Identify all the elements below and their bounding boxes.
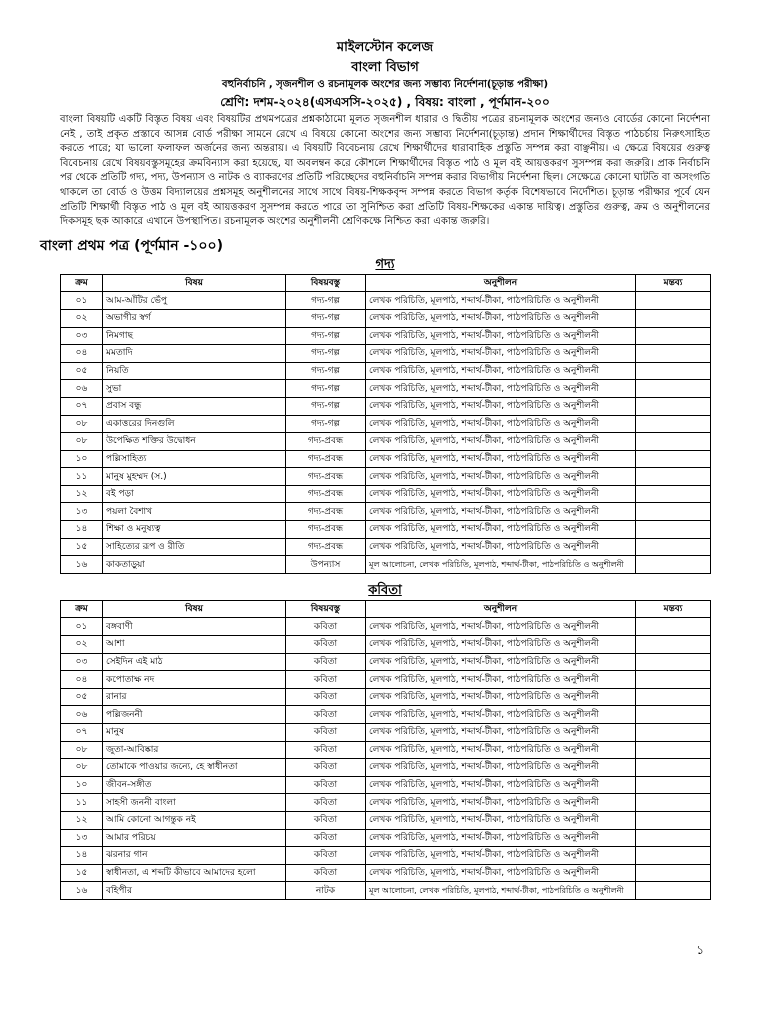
cell-content: গদ্য-গল্প <box>286 380 366 398</box>
cell-remarks <box>636 882 711 900</box>
cell-topic: মমতাদি <box>103 345 286 363</box>
cell-remarks <box>636 415 711 433</box>
table-row <box>61 521 711 539</box>
table-row <box>61 864 711 882</box>
table-row <box>61 362 711 380</box>
cell-serial: ০৮ <box>61 433 103 451</box>
cell-serial: ০৩ <box>61 327 103 345</box>
cell-serial: ০৬ <box>61 706 103 724</box>
cell-practice: লেখক পরিচিতি, মূলপাঠ, শব্দার্থ-টীকা, পাঠপরিচিতি ও অনুশীলনী <box>366 811 636 829</box>
cell-practice: লেখক পরিচিতি, মূলপাঠ, শব্দার্থ-টীকা, পাঠপরিচিতি ও অনুশীলনী <box>366 653 636 671</box>
cell-topic: একাত্তরের দিনগুলি <box>103 415 286 433</box>
cell-content: কবিতা <box>286 794 366 812</box>
cell-practice: লেখক পরিচিতি, মূলপাঠ, শব্দার্থ-টীকা, পাঠপরিচিতি ও অনুশীলনী <box>366 671 636 689</box>
table-row <box>61 327 711 345</box>
cell-practice: লেখক পরিচিতি, মূলপাঠ, শব্দার্থ-টীকা, পাঠপরিচিতি ও অনুশীলনী <box>366 829 636 847</box>
cell-content: কবিতা <box>286 759 366 777</box>
cell-serial: ১৬ <box>61 882 103 900</box>
cell-content: গদ্য-প্রবন্ধ <box>286 521 366 539</box>
cell-serial: ১০ <box>61 450 103 468</box>
cell-remarks <box>636 468 711 486</box>
cell-serial: ১৩ <box>61 503 103 521</box>
cell-remarks <box>636 362 711 380</box>
table-row <box>61 706 711 724</box>
cell-practice: লেখক পরিচিতি, মূলপাঠ, শব্দার্থ-টীকা, পাঠপরিচিতি ও অনুশীলনী <box>366 521 636 539</box>
cell-practice: লেখক পরিচিতি, মূলপাঠ, শব্দার্থ-টীকা, পাঠপরিচিতি ও অনুশীলনী <box>366 468 636 486</box>
poetry-section-title: কবিতা <box>368 582 402 598</box>
cell-topic: সেইদিন এই মাঠ <box>103 653 286 671</box>
cell-practice: লেখক পরিচিতি, মূলপাঠ, শব্দার্থ-টীকা, পাঠপরিচিতি ও অনুশীলনী <box>366 864 636 882</box>
cell-practice: লেখক পরিচিতি, মূলপাঠ, শব্দার্থ-টীকা, পাঠপরিচিতি ও অনুশীলনী <box>366 309 636 327</box>
cell-remarks <box>636 811 711 829</box>
cell-serial: ০১ <box>61 292 103 310</box>
cell-practice: মূল আলোচনা, লেখক পরিচিতি, মূলপাঠ, শব্দার্থ-টীকা, পাঠপরিচিতি ও অনুশীলনী <box>366 556 636 574</box>
table-row <box>61 688 711 706</box>
cell-content: কবিতা <box>286 653 366 671</box>
table-row <box>61 415 711 433</box>
cell-remarks <box>636 380 711 398</box>
cell-practice: লেখক পরিচিতি, মূলপাঠ, শব্দার্থ-টীকা, পাঠপরিচিতি ও অনুশীলনী <box>366 415 636 433</box>
cell-content: গদ্য-গল্প <box>286 327 366 345</box>
cell-remarks <box>636 521 711 539</box>
cell-remarks <box>636 503 711 521</box>
cell-topic: তোমাকে পাওয়ার জন্যে, হে স্বাধীনতা <box>103 759 286 777</box>
table-row <box>61 724 711 742</box>
poetry-table <box>60 600 711 900</box>
cell-practice: লেখক পরিচিতি, মূলপাঠ, শব্দার্থ-টীকা, পাঠপরিচিতি ও অনুশীলনী <box>366 362 636 380</box>
table-row <box>61 794 711 812</box>
page-number: ১ <box>696 943 704 957</box>
cell-content: কবিতা <box>286 776 366 794</box>
col-serial: ক্রম <box>61 274 103 292</box>
table-header-row <box>61 274 711 292</box>
cell-topic: কাকতাড়ুয়া <box>103 556 286 574</box>
cell-remarks <box>636 345 711 363</box>
cell-serial: ১৫ <box>61 864 103 882</box>
cell-content: গদ্য-প্রবন্ধ <box>286 450 366 468</box>
table-row <box>61 741 711 759</box>
table-row <box>61 671 711 689</box>
cell-content: গদ্য-গল্প <box>286 415 366 433</box>
cell-serial: ১৪ <box>61 847 103 865</box>
department-name: বাংলা বিভাগ <box>351 60 419 75</box>
cell-serial: ১২ <box>61 811 103 829</box>
cell-topic: বঙ্গবাণী <box>103 618 286 636</box>
cell-serial: ০৭ <box>61 724 103 742</box>
cell-remarks <box>636 741 711 759</box>
cell-content: গদ্য-প্রবন্ধ <box>286 538 366 556</box>
table-row <box>61 847 711 865</box>
cell-topic: মানুষ <box>103 724 286 742</box>
cell-serial: ০১ <box>61 618 103 636</box>
table-row <box>61 345 711 363</box>
cell-remarks <box>636 538 711 556</box>
cell-topic: আমার পরিচয় <box>103 829 286 847</box>
cell-remarks <box>636 433 711 451</box>
cell-serial: ০২ <box>61 309 103 327</box>
table-row <box>61 538 711 556</box>
cell-serial: ০৮ <box>61 759 103 777</box>
table-row <box>61 618 711 636</box>
table-row <box>61 882 711 900</box>
cell-serial: ১৩ <box>61 829 103 847</box>
cell-serial: ১০ <box>61 776 103 794</box>
cell-content: গদ্য-গল্প <box>286 292 366 310</box>
cell-serial: ১১ <box>61 794 103 812</box>
cell-practice: লেখক পরিচিতি, মূলপাঠ, শব্দার্থ-টীকা, পাঠপরিচিতি ও অনুশীলনী <box>366 433 636 451</box>
cell-remarks <box>636 671 711 689</box>
cell-topic: পয়লা বৈশাখ <box>103 503 286 521</box>
cell-practice: লেখক পরিচিতি, মূলপাঠ, শব্দার্থ-টীকা, পাঠপরিচিতি ও অনুশীলনী <box>366 706 636 724</box>
cell-topic: নিমগাছ <box>103 327 286 345</box>
cell-practice: লেখক পরিচিতি, মূলপাঠ, শব্দার্থ-টীকা, পাঠপরিচিতি ও অনুশীলনী <box>366 618 636 636</box>
cell-content: কবিতা <box>286 847 366 865</box>
cell-topic: স্বাধীনতা, এ শব্দটি কীভাবে আমাদের হলো <box>103 864 286 882</box>
cell-serial: ১৫ <box>61 538 103 556</box>
cell-serial: ০৬ <box>61 380 103 398</box>
cell-remarks <box>636 759 711 777</box>
cell-topic: পল্লিজননী <box>103 706 286 724</box>
table-row <box>61 380 711 398</box>
cell-serial: ০৩ <box>61 653 103 671</box>
cell-practice: লেখক পরিচিতি, মূলপাঠ, শব্দার্থ-টীকা, পাঠপরিচিতি ও অনুশীলনী <box>366 503 636 521</box>
cell-content: কবিতা <box>286 741 366 759</box>
cell-serial: ০৫ <box>61 688 103 706</box>
college-name: মাইলস্টোন কলেজ <box>336 40 434 55</box>
cell-practice: লেখক পরিচিতি, মূলপাঠ, শব্দার্থ-টীকা, পাঠপরিচিতি ও অনুশীলনী <box>366 485 636 503</box>
cell-serial: ১৪ <box>61 521 103 539</box>
cell-content: কবিতা <box>286 688 366 706</box>
cell-remarks <box>636 556 711 574</box>
cell-content: গদ্য-গল্প <box>286 309 366 327</box>
cell-content: উপন্যাস <box>286 556 366 574</box>
table-row <box>61 829 711 847</box>
cell-remarks <box>636 847 711 865</box>
cell-topic: উপেক্ষিত শক্তির উদ্বোধন <box>103 433 286 451</box>
table-row <box>61 397 711 415</box>
cell-content: কবিতা <box>286 864 366 882</box>
table-row <box>61 759 711 777</box>
cell-practice: লেখক পরিচিতি, মূলপাঠ, শব্দার্থ-টীকা, পাঠপরিচিতি ও অনুশীলনী <box>366 345 636 363</box>
cell-practice: লেখক পরিচিতি, মূলপাঠ, শব্দার্থ-টীকা, পাঠপরিচিতি ও অনুশীলনী <box>366 847 636 865</box>
cell-serial: ০২ <box>61 636 103 654</box>
cell-content: কবিতা <box>286 811 366 829</box>
col-content: বিষয়বস্তু <box>286 600 366 618</box>
document-page <box>40 38 710 900</box>
col-topic: বিষয় <box>103 274 286 292</box>
paper-title: বাংলা প্রথম পত্র (পূর্ণমান -১০০) <box>40 237 224 254</box>
cell-practice: লেখক পরিচিতি, মূলপাঠ, শব্দার্থ-টীকা, পাঠপরিচিতি ও অনুশীলনী <box>366 538 636 556</box>
table-header-row <box>61 600 711 618</box>
cell-remarks <box>636 309 711 327</box>
cell-serial: ০৫ <box>61 362 103 380</box>
table-row <box>61 556 711 574</box>
cell-content: কবিতা <box>286 724 366 742</box>
cell-content: গদ্য-প্রবন্ধ <box>286 468 366 486</box>
cell-remarks <box>636 653 711 671</box>
cell-serial: ১১ <box>61 468 103 486</box>
cell-practice: লেখক পরিচিতি, মূলপাঠ, শব্দার্থ-টীকা, পাঠপরিচিতি ও অনুশীলনী <box>366 794 636 812</box>
cell-content: কবিতা <box>286 829 366 847</box>
cell-serial: ০৭ <box>61 397 103 415</box>
cell-practice: লেখক পরিচিতি, মূলপাঠ, শব্দার্থ-টীকা, পাঠপরিচিতি ও অনুশীলনী <box>366 292 636 310</box>
col-serial: ক্রম <box>61 600 103 618</box>
cell-topic: শিক্ষা ও মনুষ্যত্ব <box>103 521 286 539</box>
cell-content: গদ্য-গল্প <box>286 362 366 380</box>
cell-remarks <box>636 776 711 794</box>
table-row <box>61 309 711 327</box>
cell-content: কবিতা <box>286 671 366 689</box>
cell-remarks <box>636 327 711 345</box>
col-practice: অনুশীলন <box>366 274 636 292</box>
cell-content: কবিতা <box>286 636 366 654</box>
cell-remarks <box>636 397 711 415</box>
prose-table-body <box>61 292 711 574</box>
cell-topic: সাহসী জননী বাংলা <box>103 794 286 812</box>
cell-content: গদ্য-গল্প <box>286 345 366 363</box>
cell-remarks <box>636 636 711 654</box>
cell-remarks <box>636 864 711 882</box>
cell-serial: ০৮ <box>61 415 103 433</box>
cell-topic: জুতা-আবিষ্কার <box>103 741 286 759</box>
cell-serial: ০৪ <box>61 671 103 689</box>
cell-practice: লেখক পরিচিতি, মূলপাঠ, শব্দার্থ-টীকা, পাঠপরিচিতি ও অনুশীলনী <box>366 450 636 468</box>
cell-topic: রানার <box>103 688 286 706</box>
cell-remarks <box>636 829 711 847</box>
cell-remarks <box>636 794 711 812</box>
cell-topic: আম-আঁটির ভেঁপু <box>103 292 286 310</box>
table-row <box>61 636 711 654</box>
table-row <box>61 292 711 310</box>
cell-remarks <box>636 450 711 468</box>
cell-practice: লেখক পরিচিতি, মূলপাঠ, শব্দার্থ-টীকা, পাঠপরিচিতি ও অনুশীলনী <box>366 759 636 777</box>
col-topic: বিষয় <box>103 600 286 618</box>
cell-topic: বই পড়া <box>103 485 286 503</box>
cell-remarks <box>636 292 711 310</box>
cell-practice: লেখক পরিচিতি, মূলপাঠ, শব্দার্থ-টীকা, পাঠপরিচিতি ও অনুশীলনী <box>366 741 636 759</box>
table-row <box>61 653 711 671</box>
cell-remarks <box>636 724 711 742</box>
table-row <box>61 433 711 451</box>
cell-practice: লেখক পরিচিতি, মূলপাঠ, শব্দার্থ-টীকা, পাঠপরিচিতি ও অনুশীলনী <box>366 724 636 742</box>
prose-section-title: গদ্য <box>375 256 395 272</box>
table-row <box>61 503 711 521</box>
cell-serial: ১৬ <box>61 556 103 574</box>
table-row <box>61 468 711 486</box>
cell-practice: মূল আলোচনা, লেখক পরিচিতি, মূলপাঠ, শব্দার্থ-টীকা, পাঠপরিচিতি ও অনুশীলনী <box>366 882 636 900</box>
cell-content: গদ্য-প্রবন্ধ <box>286 433 366 451</box>
cell-practice: লেখক পরিচিতি, মূলপাঠ, শব্দার্থ-টীকা, পাঠপরিচিতি ও অনুশীলনী <box>366 688 636 706</box>
cell-topic: সুভা <box>103 380 286 398</box>
table-row <box>61 811 711 829</box>
cell-remarks <box>636 688 711 706</box>
table-row <box>61 450 711 468</box>
col-content: বিষয়বস্তু <box>286 274 366 292</box>
cell-topic: অভাগীর স্বর্গ <box>103 309 286 327</box>
table-row <box>61 485 711 503</box>
cell-content: কবিতা <box>286 618 366 636</box>
cell-content: নাটক <box>286 882 366 900</box>
cell-practice: লেখক পরিচিতি, মূলপাঠ, শব্দার্থ-টীকা, পাঠপরিচিতি ও অনুশীলনী <box>366 397 636 415</box>
cell-serial: ০৮ <box>61 741 103 759</box>
cell-serial: ১২ <box>61 485 103 503</box>
cell-topic: কপোতাক্ষ নদ <box>103 671 286 689</box>
cell-topic: বহিপীর <box>103 882 286 900</box>
cell-content: কবিতা <box>286 706 366 724</box>
class-subject-line: শ্রেণি: দশম-২০২৪(এসএসসি-২০২৫) , বিষয়: বাংলা , পূর্ণমান-২০০ <box>220 95 550 109</box>
cell-practice: লেখক পরিচিতি, মূলপাঠ, শব্দার্থ-টীকা, পাঠপরিচিতি ও অনুশীলনী <box>366 327 636 345</box>
cell-topic: প্রবাস বন্ধু <box>103 397 286 415</box>
document-subtitle: বহুনির্বাচনি , সৃজনশীল ও রচনামূলক অংশের জন্য সম্ভাব্য নির্দেশনা(চূড়ান্ত পরীক্ষা) <box>221 79 549 90</box>
col-remarks: মন্তব্য <box>636 600 711 618</box>
table-row <box>61 776 711 794</box>
poetry-table-body <box>61 618 711 900</box>
cell-content: গদ্য-প্রবন্ধ <box>286 485 366 503</box>
cell-topic: জীবন-সঙ্গীত <box>103 776 286 794</box>
prose-table <box>60 274 711 574</box>
cell-topic: আশা <box>103 636 286 654</box>
cell-remarks <box>636 485 711 503</box>
cell-remarks <box>636 618 711 636</box>
cell-practice: লেখক পরিচিতি, মূলপাঠ, শব্দার্থ-টীকা, পাঠপরিচিতি ও অনুশীলনী <box>366 380 636 398</box>
cell-topic: ঝরনার গান <box>103 847 286 865</box>
col-remarks: মন্তব্য <box>636 274 711 292</box>
cell-topic: সাহিত্যের রূপ ও রীতি <box>103 538 286 556</box>
cell-content: গদ্য-গল্প <box>286 397 366 415</box>
cell-serial: ০৪ <box>61 345 103 363</box>
cell-topic: নিয়তি <box>103 362 286 380</box>
col-practice: অনুশীলন <box>366 600 636 618</box>
cell-remarks <box>636 706 711 724</box>
cell-practice: লেখক পরিচিতি, মূলপাঠ, শব্দার্থ-টীকা, পাঠপরিচিতি ও অনুশীলনী <box>366 636 636 654</box>
cell-content: গদ্য-প্রবন্ধ <box>286 503 366 521</box>
intro-paragraph: বাংলা বিষয়টি একটি বিস্তৃত বিষয় এবং বিষয়টির প্রথমপত্রের প্রশ্নকাঠামো মূলত সৃজনশীল ধারার ও দ্বিতীয় পত্রের রচনামূলক অংশের জন্যও বোর্ডের কোনো নির্দেশনা নেই , তাই প্রকৃত প্রস্তাবে আসন্ন বোর্ড পরীক্ষা সামনে রেখে এ বিষয়ে কোনো অংশের জন্য সম্ভাব্য নির্দেশনা(চূড়ান্ত) প্রদান শিক্ষার্থীদের বিস্তৃত পাঠচর্চায় নিরুৎসাহিত করতে পারে; যা ভালো ফলাফল অর্জনের জন্য অন্তরায়। এ বিষয়টি বিবেচনায় রেখে শিক্ষার্থীদের ধারাবাহিক প্রস্তুতি সম্পন্ন করা বাঞ্ছনীয়। এ ক্ষেত্রে বিষয়ের গুরুত্ব বিবেচনায় রেখে বিষয়বস্তুসমূহের ক্রমবিন্যাস করা হয়েছে, যা অবলম্বন করে কৌশলে শিক্ষার্থীদের বিস্তৃত পাঠ ও মূল বই আয়ত্তকরণ সুসম্পন্ন করা জরুরি। প্রাক নির্বাচনি পর থেকে প্রতিটি গদ্য, পদ্য, উপন্যাস ও নাটক ও ব্যাকরণের প্রতিটি পরিচ্ছেদের বহুনির্বাচনি সম্পন্ন করার বিভাগীয় নির্দেশনা ছিল। সেক্ষেত্রে কোনো ঘাটতি বা অসংগতি থাকলে তা বোর্ড ও উত্তম বিদ্যালয়ের প্রশ্নসমূহ অনুশীলনের সাথে সাথে বিষয়-শিক্ষকবৃন্দ সম্পন্ন করতে বিভাগ কর্তৃক বিশেষভাবে নির্দেশিত। চূড়ান্ত পরীক্ষার পূর্বে যেন প্রতিটি শিক্ষার্থী বিস্তৃত পাঠ ও মূল বই আয়ত্তকরণ সুসম্পন্ন করতে পারে তা সুনিশ্চিত করা প্রতিটি বিষয়-শিক্ষকের একান্ত দায়িত্ব। প্রস্তুতির গুরুত্ব, ক্রম ও অনুশীলনের দিকসমূহ ছক আকারে এখানে উপস্থাপিত। রচনামূলক অংশের অনুশীলনী শ্রেণিকক্ষে নিশ্চিত করা একান্ত জরুরি। <box>60 114 710 228</box>
cell-topic: পল্লিসাহিত্য <box>103 450 286 468</box>
cell-topic: মানুষ মুহম্মদ (স.) <box>103 468 286 486</box>
cell-practice: লেখক পরিচিতি, মূলপাঠ, শব্দার্থ-টীকা, পাঠপরিচিতি ও অনুশীলনী <box>366 776 636 794</box>
cell-topic: আমি কোনো আগন্তুক নই <box>103 811 286 829</box>
